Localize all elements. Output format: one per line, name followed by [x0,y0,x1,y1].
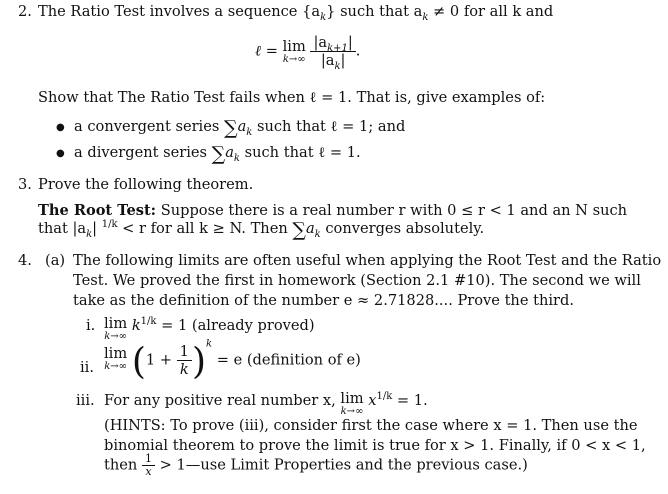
item-iii-text: For any positive real number x, lim k→∞ $x^{1/k} = 1$. [104,390,428,417]
problem-4-number: 4. [18,252,32,269]
bullet-icon: ● [56,122,65,133]
problem-4-line1: The following limits are often useful when applying the Root Test and the Ratio [73,252,662,269]
problem-2-intro: The Ratio Test involves a sequence $\{a_k\}$ such that $a_k \ne 0$ for all k and [38,3,554,23]
hint-line2: binomial theorem to prove the limit is true for x > 1. Finally, if 0 < x < 1, [104,437,646,454]
item-ii-label: ii. [80,359,94,376]
bullet-convergent: ● a convergent series $\sum a_k$ such that ℓ = 1; and [56,117,406,139]
hint-line1: (HINTS: To prove (iii), consider first the case where x = 1. Then use the [104,417,638,434]
problem-4-line2: Test. We proved the first in homework (Section 2.1 #10). The second we will [73,272,641,289]
item-ii-limit: lim k→∞ (1 + $\frac{1}{k}$ )$^k$ = e (definition of e) [104,338,361,383]
root-test-line2: that $|a_k|$ $^{1/k}$ < r for all k ≥ N. Then $\sum a_k$ converges absolutely. [38,219,485,241]
problem-3-number: 3. [18,176,32,193]
bullet-icon: ● [56,148,65,159]
ratio-formula: ℓ = lim k→∞ $\frac{|a_{k+1}|}{|a_k|}$ . [255,34,361,72]
hint-line3: then $\frac{1}{x}$ > 1—use Limit Properties and the previous case.) [104,452,528,478]
item-i-limit: lim k→∞ $k^{1/k} = 1$ (already proved) [104,315,315,342]
problem-3-prompt: Prove the following theorem. [38,176,254,193]
problem-2-number: 2. [18,3,32,20]
item-i-label: i. [86,317,96,334]
item-iii-label: iii. [76,392,95,409]
problem-4-line3: take as the definition of the number e ≈ 2.71828.... Prove the third. [73,292,574,309]
root-test-line1: The Root Test: Suppose there is a real number r with 0 ≤ r < 1 and an N such [38,202,628,219]
bullet-divergent: ● a divergent series $\sum a_k$ such that ℓ = 1. [56,143,361,165]
problem-4-part-a: (a) [45,252,66,269]
problem-2-show-text: Show that The Ratio Test fails when ℓ = 1. That is, give examples of: [38,89,546,106]
